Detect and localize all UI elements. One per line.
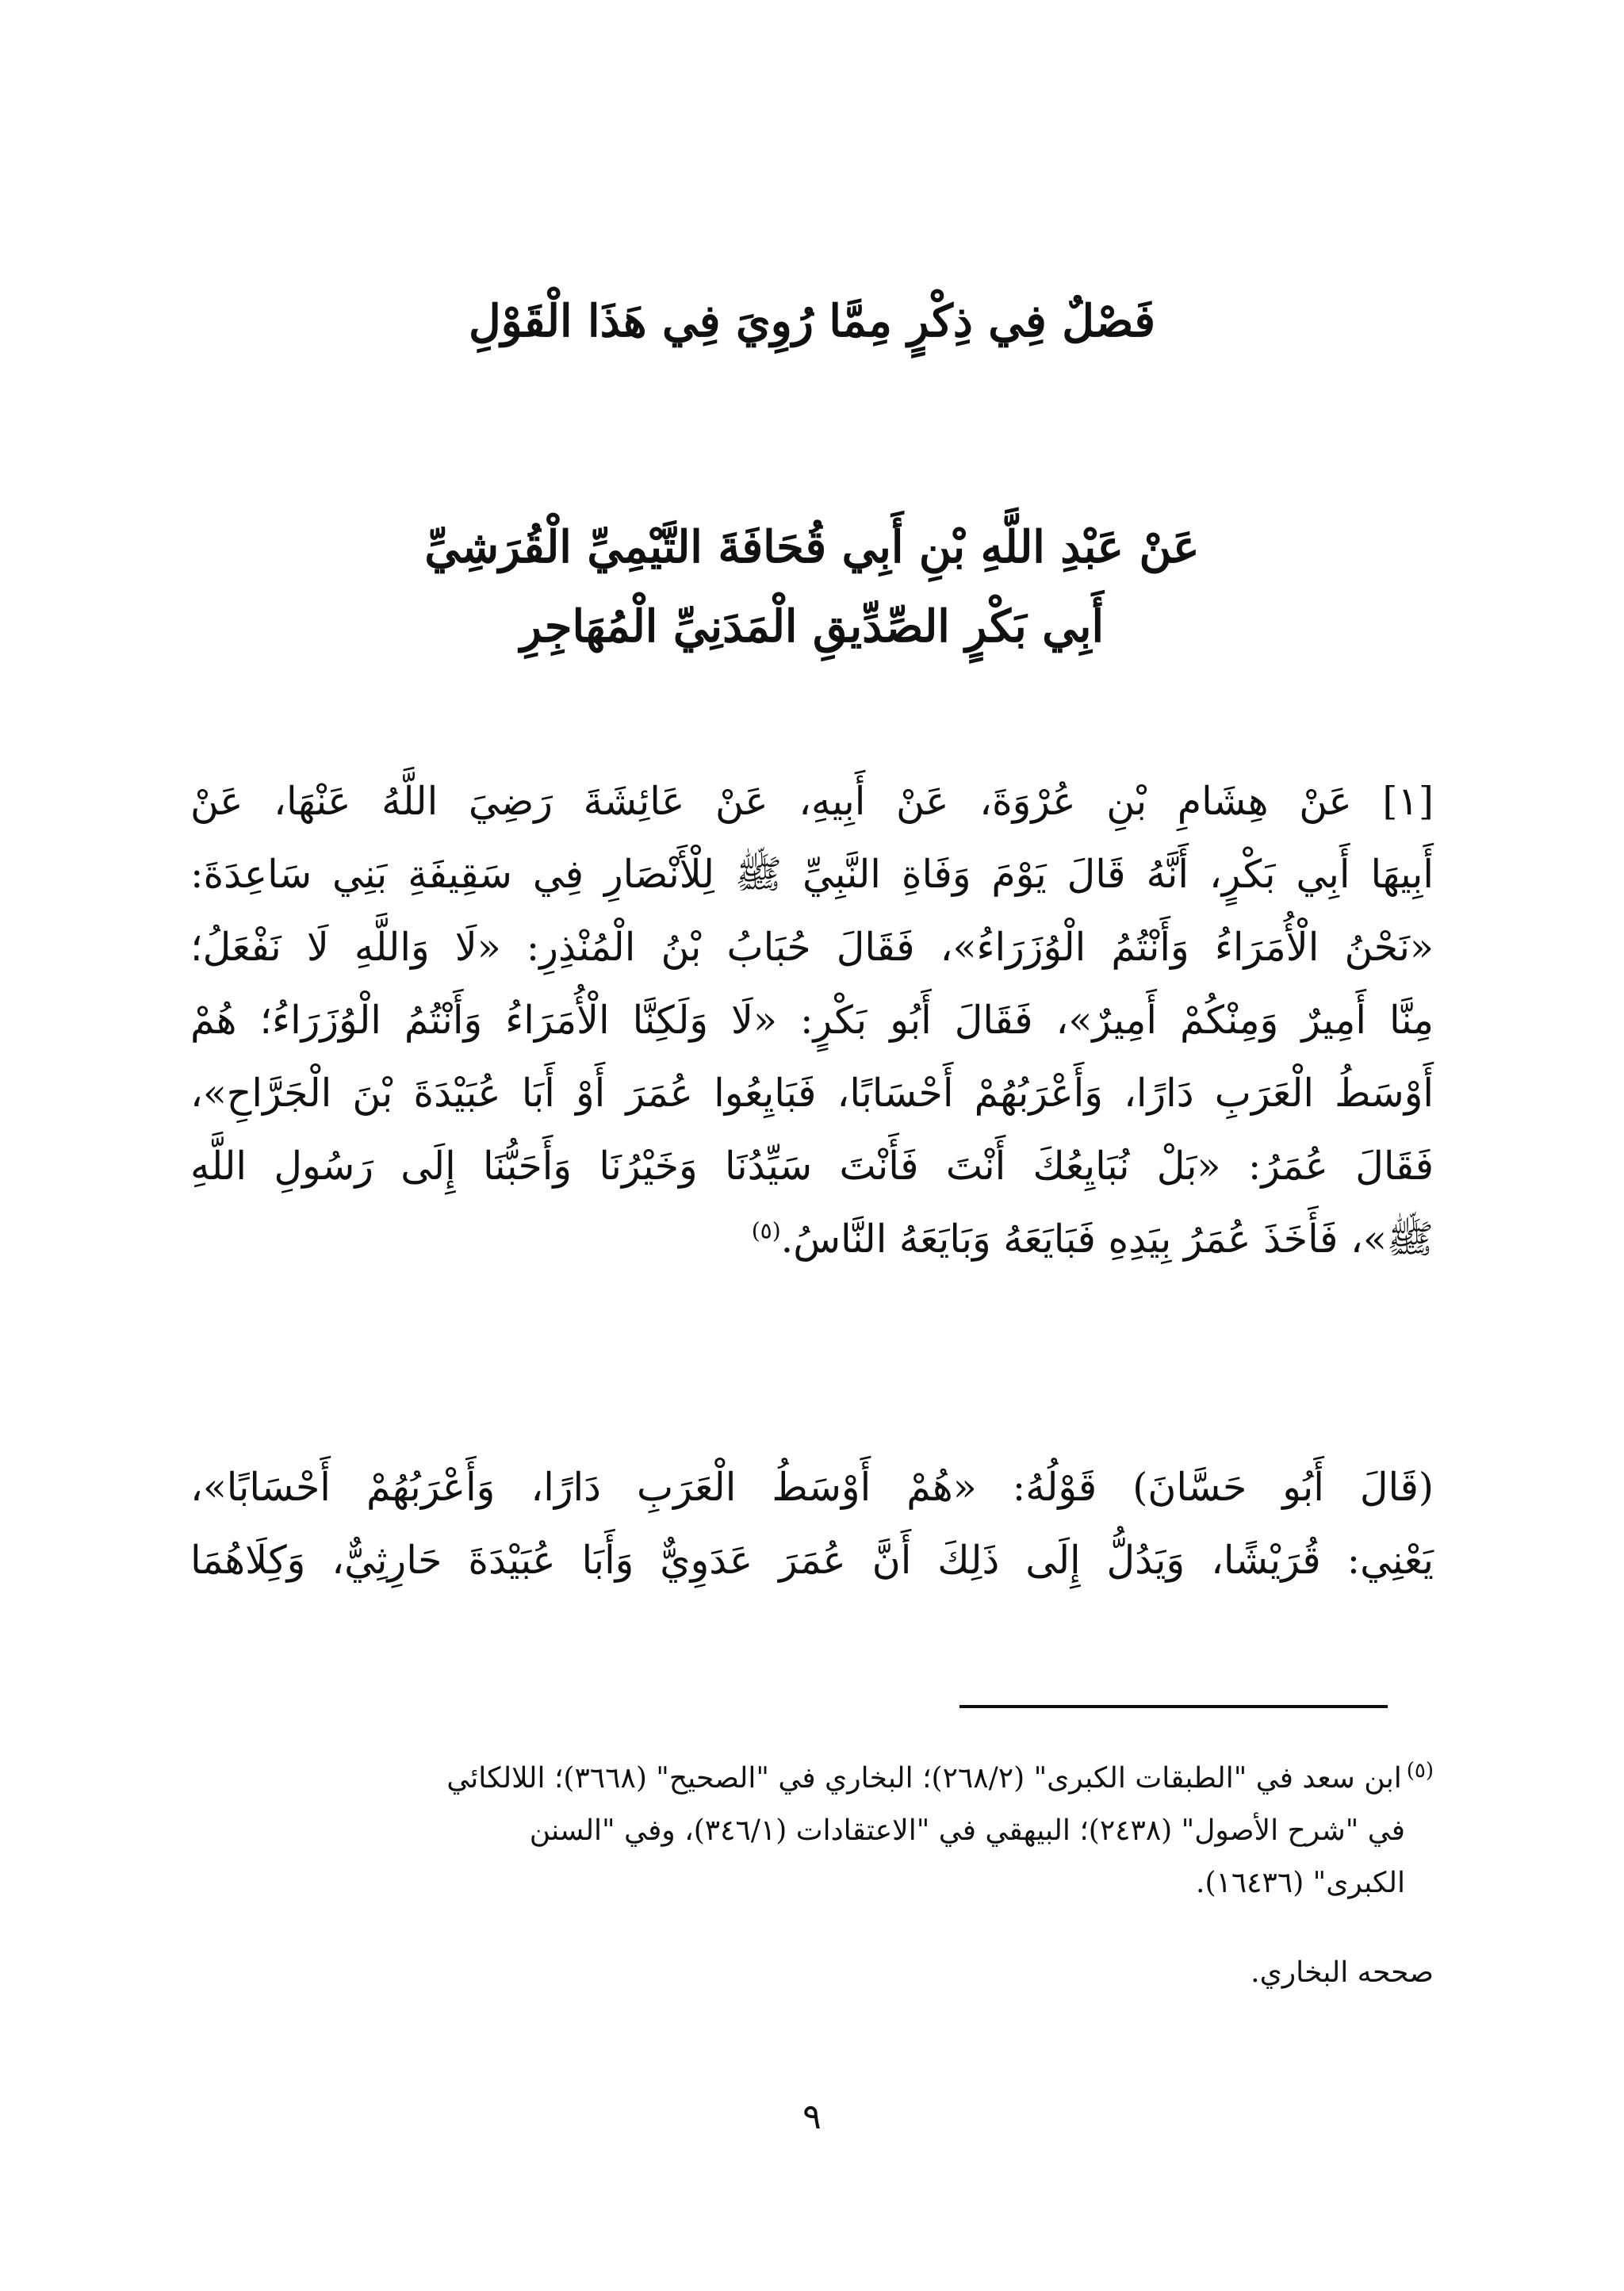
paragraph-line: ﷺ»، فَأَخَذَ عُمَرُ بِيَدِهِ فَبَايَعَهُ وَبَايَعَهُ النَّاسُ. xyxy=(780,1216,1434,1262)
paragraph-last-line xyxy=(190,1203,1434,1276)
paragraph-line: [١] عَنْ هِشَامِ بْنِ عُرْوَةَ، عَنْ أَبِيهِ، عَنْ عَائِشَةَ رَضِيَ اللَّهُ عَنْهَا، عَنْ xyxy=(190,779,1434,824)
paragraph-line: فَقَالَ عُمَرُ: «بَلْ نُبَايِعُكَ أَنْتَ فَأَنْتَ سَيِّدُنَا وَخَيْرُنَا وَأَحَبُّنَا إِلَى رَسُولِ اللَّهِ xyxy=(190,1144,1434,1189)
chapter-heading-line-2: أَبِي بَكْرٍ الصِّدِّيقِ الْمَدَنِيِّ الْمُهَاجِرِ xyxy=(519,600,1105,653)
commentary-paragraph xyxy=(190,1451,1434,1597)
hadith-paragraph-1 xyxy=(190,765,1434,1276)
footnote-divider xyxy=(959,1705,1388,1708)
footnote xyxy=(190,1745,1434,1910)
footnote-note: صححه البخاري. xyxy=(1251,1956,1434,1989)
paragraph-line: يَعْنِي: قُرَيْشًا، وَيَدُلُّ إِلَى ذَلِكَ أَنَّ عُمَرَ عَدَوِيٌّ وَأَبَا عُبَيْدَةَ حَارِثِيٌّ، وَكِلَاهُمَا xyxy=(190,1538,1434,1583)
footnote-line-3: الكبرى" (١٦٤٣٦). xyxy=(1196,1867,1405,1899)
page-number: ٩ xyxy=(802,2097,822,2137)
paragraph-line: أَوْسَطُ الْعَرَبِ دَارًا، وَأَعْرَبُهُمْ أَحْسَابًا، فَبَايِعُوا عُمَرَ أَوْ أَبَا عُبَيْدَةَ بْنَ الْجَرَّاحِ»، xyxy=(190,1071,1434,1116)
paragraph-line: (قَالَ أَبُو حَسَّانَ) قَوْلُهُ: «هُمْ أَوْسَطُ الْعَرَبِ دَارًا، وَأَعْرَبُهُمْ أَحْسَابًا»، xyxy=(190,1465,1434,1510)
paragraph-line: «نَحْنُ الْأُمَرَاءُ وَأَنْتُمُ الْوُزَرَاءُ»، فَقَالَ حُبَابُ بْنُ الْمُنْذِرِ: «لَا وَاللَّهِ لَا نَفْعَلُ؛ xyxy=(190,925,1434,970)
chapter-heading xyxy=(0,508,1624,666)
paragraph-line: أَبِيهَا أَبِي بَكْرٍ، أَنَّهُ قَالَ يَوْمَ وَفَاةِ النَّبِيِّ ﷺ لِلْأَنْصَارِ فِي سَقِيفَةِ بَنِي سَاعِدَةَ: xyxy=(190,852,1434,897)
chapter-heading-line-1: عَنْ عَبْدِ اللَّهِ بْنِ أَبِي قُحَافَةَ التَّيْمِيِّ الْقُرَشِيِّ xyxy=(424,521,1200,573)
paragraph-line: مِنَّا أَمِيرٌ وَمِنْكُمْ أَمِيرٌ»، فَقَالَ أَبُو بَكْرٍ: «لَا وَلَكِنَّا الْأُمَرَاءُ وَأَنْتُمُ الْوُزَرَاءُ؛ هُمْ xyxy=(190,998,1434,1043)
section-title: فَصْلٌ فِي ذِكْرٍ مِمَّا رُوِيَ فِي هَذَا الْقَوْلِ xyxy=(468,295,1155,347)
footnote-text: ابن سعد في "الطبقات الكبرى" (٢٦٨/٢)؛ البخاري في "الصحيح" (٣٦٦٨)؛ اللالكائي xyxy=(446,1762,1402,1795)
footnote-line-1 xyxy=(446,1759,1434,1795)
footnote-reference[interactable]: (٥) xyxy=(751,1217,781,1244)
footnote-mark: (٥) xyxy=(1406,1759,1434,1783)
footnote-line-2: في "شرح الأصول" (٢٤٣٨)؛ البيهقي في "الاعتقادات (٣٤٦/١)، وفي "السنن xyxy=(529,1814,1405,1847)
